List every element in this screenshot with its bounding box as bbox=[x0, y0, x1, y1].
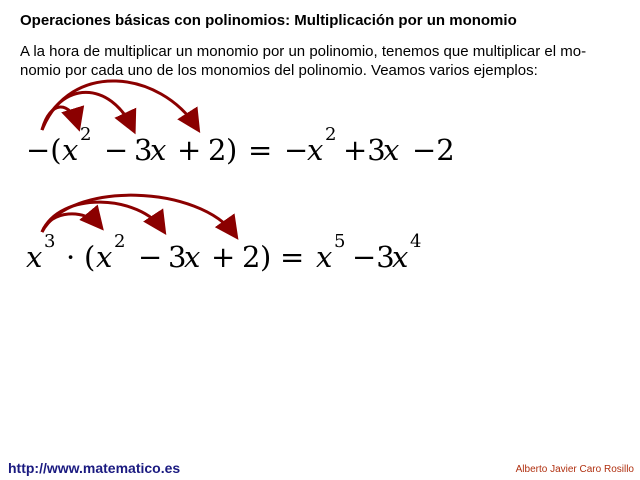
ex1-var: x bbox=[62, 133, 79, 167]
ex1-res1-var: x bbox=[307, 133, 324, 167]
ex2-open: ( bbox=[84, 240, 96, 274]
ex1-equals: = bbox=[248, 133, 273, 167]
ex1-var2: x bbox=[150, 133, 167, 167]
ex2-res2: −3 bbox=[352, 240, 395, 274]
ex2-var: x bbox=[96, 240, 113, 274]
ex2-plus: + bbox=[211, 240, 236, 274]
ex2-mono-var: x bbox=[26, 240, 43, 274]
ex1-const: 2 bbox=[208, 133, 227, 167]
author-credit: Alberto Javier Caro Rosillo bbox=[515, 464, 634, 475]
ex1-plus: + bbox=[177, 133, 202, 167]
ex2-var2: x bbox=[184, 240, 201, 274]
ex1-exp: 2 bbox=[80, 124, 92, 145]
ex2-dot: · bbox=[66, 240, 76, 274]
ex1-open: −( bbox=[26, 133, 62, 167]
intro-line: nomio por cada uno de los monomios del polinomio. Veamos varios ejemplos: bbox=[20, 62, 538, 79]
ex2-minus: − bbox=[138, 240, 163, 274]
ex1-res2: +3 bbox=[343, 133, 386, 167]
ex2-coef: 3 bbox=[168, 240, 187, 274]
ex1-close: ) bbox=[226, 133, 238, 167]
ex1-minus: − bbox=[104, 133, 129, 167]
ex2-res2-exp: 4 bbox=[410, 231, 422, 252]
ex2-const: 2 bbox=[242, 240, 261, 274]
ex1-res1-sign: − bbox=[284, 133, 309, 167]
ex2-equals: = bbox=[280, 240, 305, 274]
ex2-res1-var: x bbox=[316, 240, 333, 274]
ex1-res2-var: x bbox=[383, 133, 400, 167]
intro-line: A la hora de multiplicar un monomio por un polinomio, tenemos que multiplicar el mo- bbox=[20, 43, 587, 60]
page-title: Operaciones básicas con polinomios: Multiplicación por un monomio bbox=[20, 12, 517, 29]
website-link[interactable]: http://www.matematico.es bbox=[8, 460, 181, 476]
ex2-mono-exp: 3 bbox=[44, 231, 56, 252]
ex1-res3: −2 bbox=[412, 133, 455, 167]
ex2-res2-var: x bbox=[392, 240, 409, 274]
ex2-res1-exp: 5 bbox=[334, 231, 346, 252]
ex1-res1-exp: 2 bbox=[325, 124, 337, 145]
ex2-exp: 2 bbox=[114, 231, 126, 252]
ex2-close: ) bbox=[260, 240, 272, 274]
ex1-coef: 3 bbox=[134, 133, 153, 167]
